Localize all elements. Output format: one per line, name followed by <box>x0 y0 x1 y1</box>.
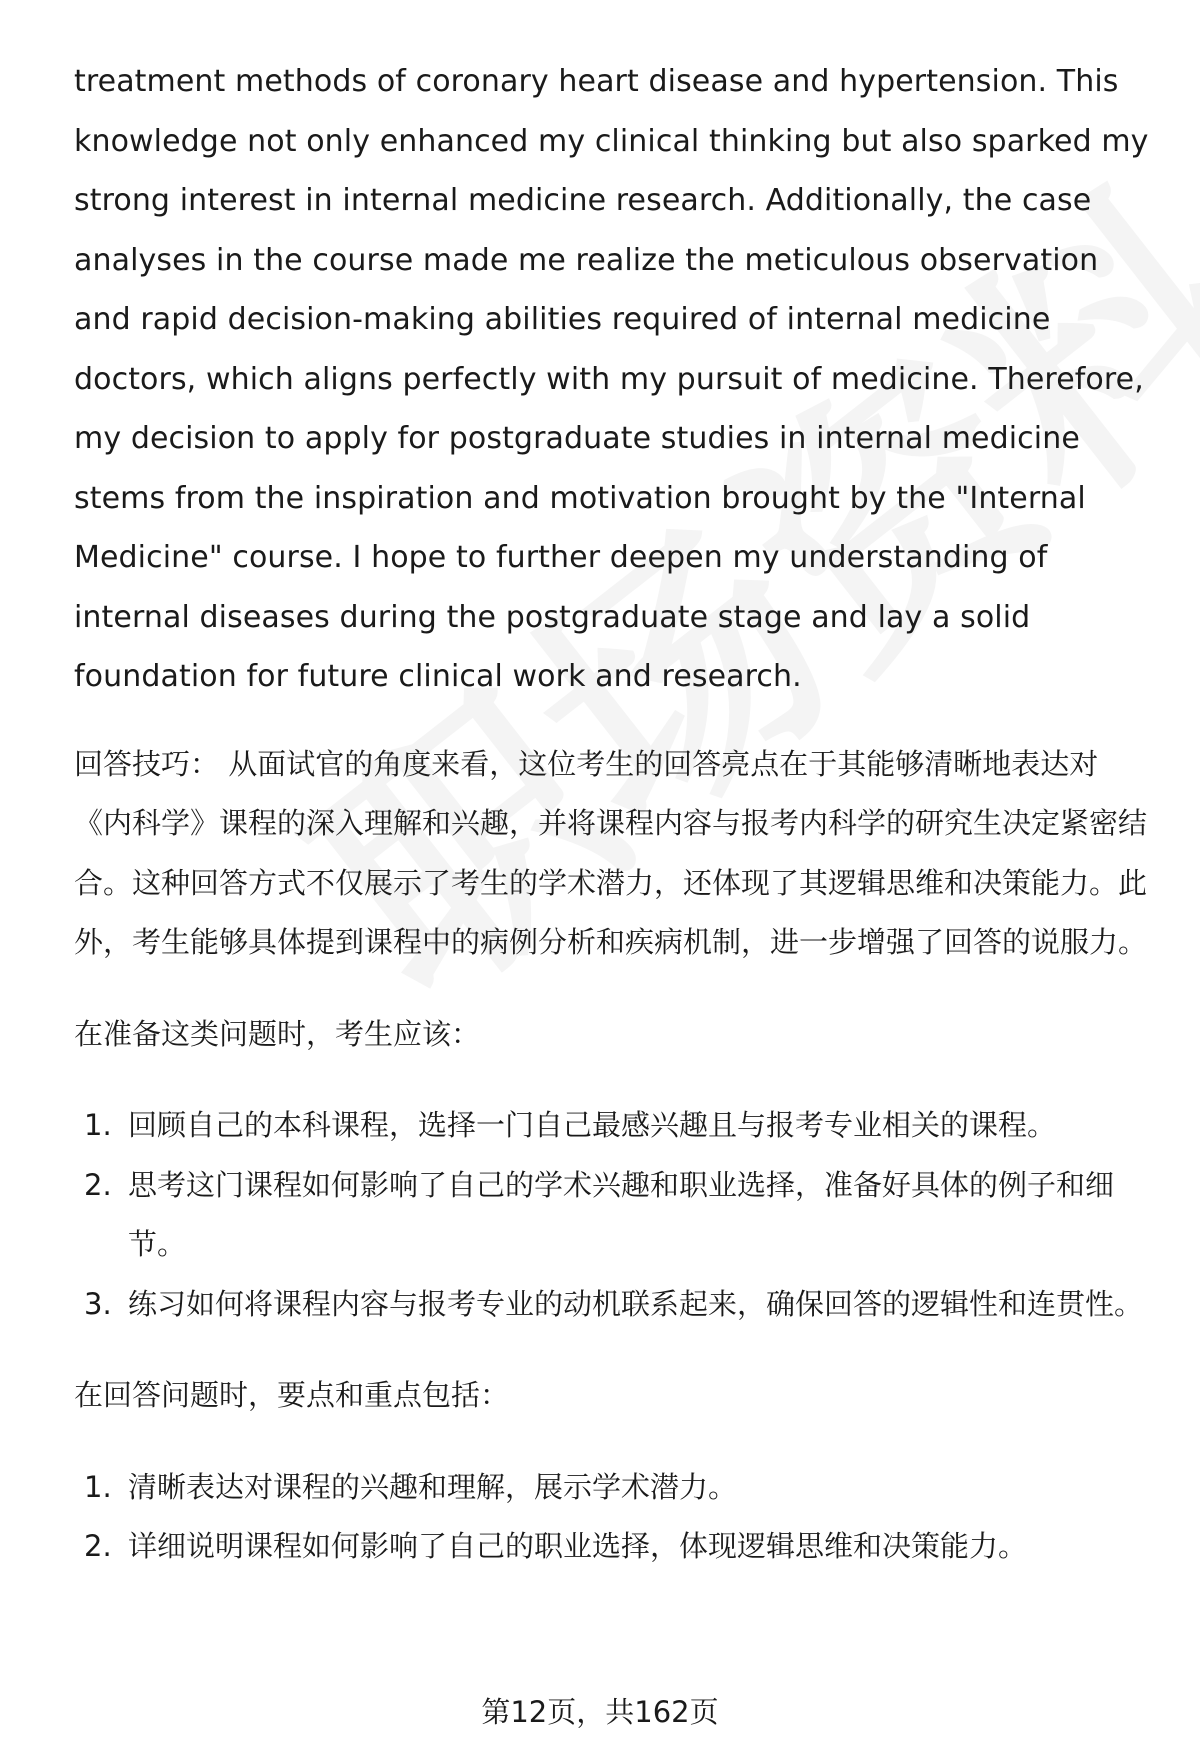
list-number: 3. <box>84 1286 112 1321</box>
list-item-text: 练习如何将课程内容与报考专业的动机联系起来，确保回答的逻辑性和连贯性。 <box>128 1286 1144 1321</box>
prepare-heading: 在准备这类问题时，考生应该： <box>74 1016 481 1051</box>
tips-paragraph: 回答技巧： 从面试官的角度来看，这位考生的回答亮点在于其能够清晰地表达对《内科学》课程的深入理解和兴趣，并将课程内容与报考内科学的研究生决定紧密结合。这种回答方式不仅展示了考生的学术潜力，还体现了其逻辑思维和决策能力。此外，考生能够具体提到课程中的病例分析和疾病机制，进一步增强了回答的说服力。 <box>74 746 1148 959</box>
list-item <box>74 1096 1154 1156</box>
list-item <box>74 1156 1154 1275</box>
list-number: 2. <box>84 1529 112 1563</box>
list-number: 1. <box>84 1108 112 1142</box>
page-footer: 第12页，共162页 <box>481 1695 719 1729</box>
answer-list <box>74 1458 1154 1577</box>
list-number: 1. <box>84 1469 112 1504</box>
answer-heading: 在回答问题时，要点和重点包括： <box>74 1378 510 1412</box>
list-item-text: 清晰表达对课程的兴趣和理解，展示学术潜力。 <box>128 1469 738 1504</box>
list-item <box>74 1458 1154 1518</box>
list-item-text: 回顾自己的本科课程，选择一门自己最感兴趣且与报考专业相关的课程。 <box>128 1108 1057 1142</box>
body-paragraph: treatment methods of coronary heart disease and hypertension. This knowledge not only enhanced my clinical thinking but also sparked my strong interest in internal medicine research. Additionally, the case analyses in the course made me realize the meticulous observation and rapid decision-making abilities required of internal medicine doctors, which aligns perfectly with my pursuit of medicine. Therefore, my decision to apply for postgraduate studies in internal medicine stems from the inspiration and motivation brought by the "Internal Medicine" course. I hope to further deepen my understanding of internal diseases during the postgraduate stage and lay a solid foundation for future clinical work and research. <box>74 64 1149 694</box>
prepare-list <box>74 1096 1154 1334</box>
list-item <box>74 1517 1154 1577</box>
list-item-text: 思考这门课程如何影响了自己的学术兴趣和职业选择，准备好具体的例子和细节。 <box>128 1167 1115 1261</box>
list-number: 2. <box>84 1167 112 1202</box>
list-item <box>74 1275 1154 1335</box>
list-item-text: 详细说明课程如何影响了自己的职业选择，体现逻辑思维和决策能力。 <box>128 1529 1028 1563</box>
document-page <box>74 52 1154 1577</box>
